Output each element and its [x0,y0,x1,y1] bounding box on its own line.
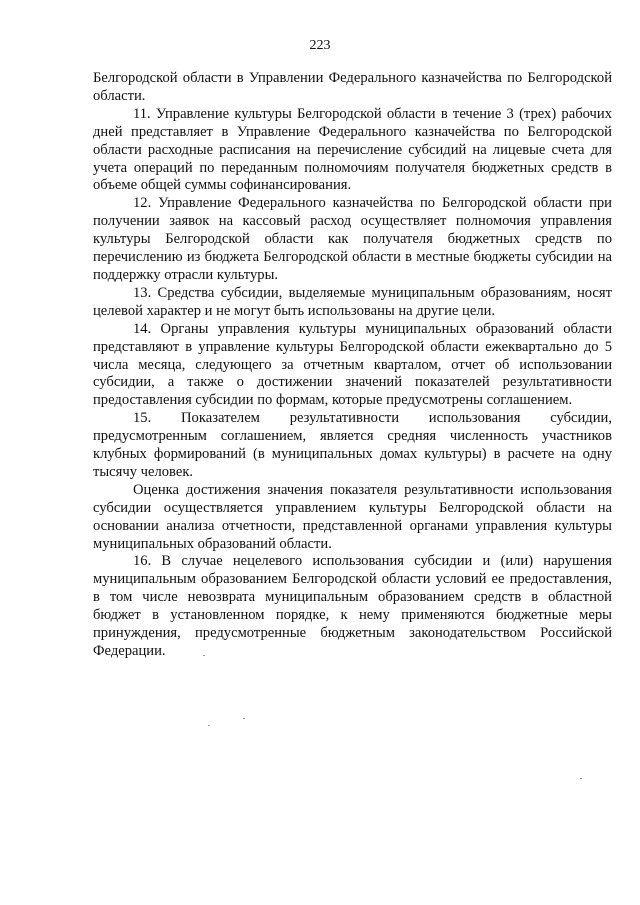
paragraph-15: 15. Показателем результативности использования субсидии, предусмотренным соглашением, является средняя численность участников клубных формирований (в муниципальных домах культуры) в расчете на одну тысячу человек. [93,410,612,480]
paragraph-14: 14. Органы управления культуры муниципальных образований области представляют в управление культуры Белгородской области ежеквартально до 5 числа месяца, следующего за отчетным кварталом, отчет об использовании субсидии, а также о достижении значений показателей результативности предоставления субсидии по формам, которые предусмотрены соглашением. [93,320,612,409]
paragraph-11: 11. Управление культуры Белгородской области в течение 3 (трех) рабочих дней представляет в Управление Федерального казначейства по Белгородской области расходные расписания на перечисление субсидий на лицевые счета для учета операций по переданным полномочиям получателя бюджетных средств в объеме общей суммы софинансирования. [93,105,612,194]
paragraph-continuation: Белгородской области в Управлении Федерального казначейства по Белгородской области. [93,70,612,104]
scan-speck [203,655,205,656]
page-number: 223 [309,38,331,53]
paragraph-13: 13. Средства субсидии, выделяемые муниципальным образованиям, носят целевой характер и не могут быть использованы на другие цели. [93,284,612,319]
scan-speck [580,778,582,779]
paragraph-12: 12. Управление Федерального казначейства по Белгородской области при получении заявок на кассовый расход осуществляет полномочия управления культуры Белгородской области как получателя бюджетных средств по перечислению из бюджета Белгородской области в местные бюджеты субсидии на поддержку отрасли культуры. [93,195,612,283]
scan-speck [243,718,245,719]
document-body [93,70,612,661]
paragraph-16: 16. В случае нецелевого использования субсидии и (или) нарушения муниципальным образованием Белгородской области условий ее предоставления, в том числе невозврата муниципальным образованием средств в областной бюджет в установленном порядке, к нему применяются бюджетные меры принуждения, предусмотренные бюджетным законодательством Российской Федерации. [93,553,612,659]
scan-speck [208,725,210,726]
paragraph-assessment: Оценка достижения значения показателя результативности использования субсидии осуществляется управлением культуры Белгородской области на основании анализа отчетности, представленной органами управления культуры муниципальных образований области. [93,481,612,552]
